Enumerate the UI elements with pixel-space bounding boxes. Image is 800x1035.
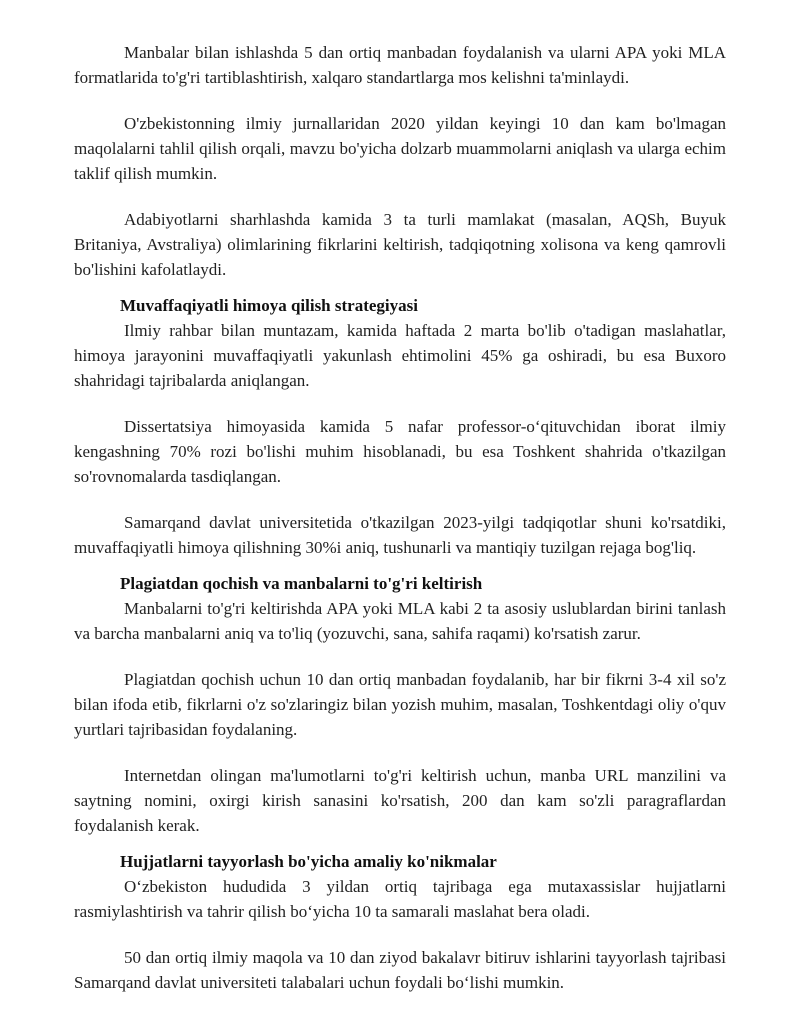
section-heading: Muvaffaqiyatli himoya qilish strategiyasi bbox=[120, 296, 418, 315]
paragraph: Adabiyotlarni sharhlashda kamida 3 ta turli mamlakat (masalan, AQSh, Buyuk Britaniya, Avstraliya) olimlarining fikrlarini keltirish, tadqiqotning xolisona va keng qamrovli bo'lishini kafolatlaydi. bbox=[74, 210, 726, 279]
paragraph: O'zbekistonning ilmiy jurnallaridan 2020 yildan keyingi 10 dan kam bo'lmagan maqolalarni tahlil qilish orqali, mavzu bo'yicha dolzarb muammolarni aniqlash va ularga echim taklif qilish mumkin. bbox=[74, 114, 726, 183]
paragraph: Ilmiy rahbar bilan muntazam, kamida haftada 2 marta bo'lib o'tadigan maslahatlar, himoya jarayonini muvaffaqiyatli yakunlash ehtimolini 45% ga oshiradi, bu esa Buxoro shahridagi tajribalarda aniqlangan. bbox=[74, 321, 726, 390]
paragraph: Dissertatsiya himoyasida kamida 5 nafar professor-o‘qituvchidan iborat ilmiy kengashning 70% rozi bo'lishi muhim hisoblanadi, bu esa Toshkent shahrida o'tkazilgan so'rovnomalarda tasdiqlangan. bbox=[74, 417, 726, 486]
paragraph: Internetdan olingan ma'lumotlarni to'g'ri keltirish uchun, manba URL manzilini va saytning nomini, oxirgi kirish sanasini ko'rsatish, 200 dan kam so'zli paragraflardan foydalanish kerak. bbox=[74, 766, 726, 835]
paragraph: Manbalar bilan ishlashda 5 dan ortiq manbadan foydalanish va ularni APA yoki MLA formatlarida to'g'ri tartiblashtirish, xalqaro standartlarga mos kelishni ta'minlaydi. bbox=[74, 43, 726, 87]
paragraph: 50 dan ortiq ilmiy maqola va 10 dan ziyod bakalavr bitiruv ishlarini tayyorlash tajribasi Samarqand davlat universiteti talabalari uchun foydali bo‘lishi mumkin. bbox=[74, 948, 726, 992]
section-heading: Plagiatdan qochish va manbalarni to'g'ri keltirish bbox=[120, 574, 483, 593]
section-heading: Hujjatlarni tayyorlash bo'yicha amaliy ko'nikmalar bbox=[120, 852, 497, 871]
paragraph: Plagiatdan qochish uchun 10 dan ortiq manbadan foydalanib, har bir fikrni 3-4 xil so'z bilan ifoda etib, fikrlarni o'z so'zlaringiz bilan yozish muhim, masalan, Toshkentdagi oliy o'quv yurtlari tajribasidan foydalaning. bbox=[74, 670, 726, 739]
document-page bbox=[74, 40, 726, 1016]
paragraph: Samarqand davlat universitetida o'tkazilgan 2023-yilgi tadqiqotlar shuni ko'rsatdiki, muvaffaqiyatli himoya qilishning 30%i aniq, tushunarli va mantiqiy tuzilgan rejaga bog'liq. bbox=[74, 513, 726, 557]
paragraph: Manbalarni to'g'ri keltirishda APA yoki MLA kabi 2 ta asosiy uslublardan birini tanlash va barcha manbalarni aniq va to'liq (yozuvchi, sana, sahifa raqami) ko'rsatish zarur. bbox=[74, 599, 726, 643]
paragraph: O‘zbekiston hududida 3 yildan ortiq tajribaga ega mutaxassislar hujjatlarni rasmiylashtirish va tahrir qilish bo‘yicha 10 ta samarali maslahat bera oladi. bbox=[74, 877, 726, 921]
